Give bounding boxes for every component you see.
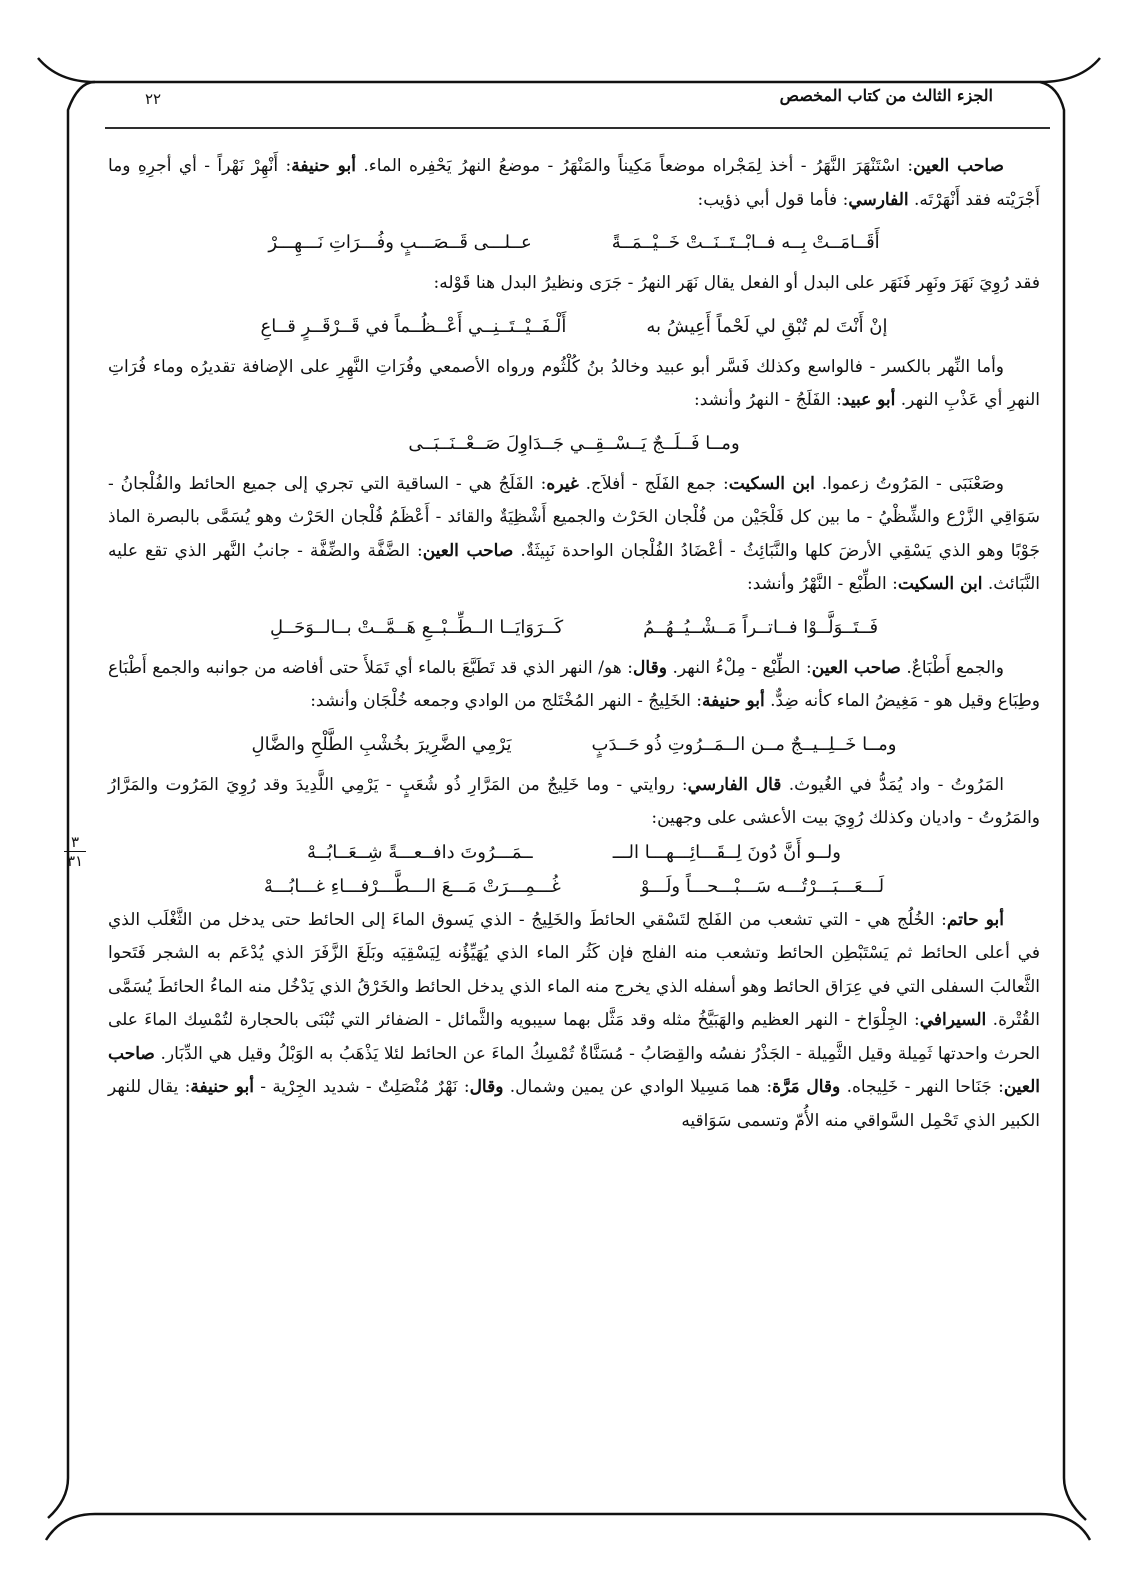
text-run: : جمع الفَلَج - أفلاَج. xyxy=(578,473,729,494)
verse-hemistich: أَلْـفَــيْــتَــنِــي أَعْــظُــماً في قَــرْقَــرٍ قــاعِ xyxy=(260,315,567,337)
page-header xyxy=(95,86,1035,122)
paragraph xyxy=(108,769,1040,836)
paragraph xyxy=(108,351,1040,418)
poetry-verse xyxy=(108,424,1040,464)
poetry-verse xyxy=(108,608,1040,648)
text-run: : الخُلُج هي - التي تشعب من الفَلج لتَسْقي الحائطَ والخَلِيجُ - الذي يَسوق الماءَ إلى الحائط حتى يدخل من الثَّغْلَب الذي في أعلى الحائط ثم يَسْتَبْطِن الحائط وتشعب منه الفلج فإن كَثُر الماء الذي يُهَيِّؤُنه لِيَسْقِيَه وبَلَغَ الزَّفَرَ الذي يُدْعَم به الشجر فَتَحوا الثَّعالبَ السفلى التي في عِرَاق الحائط وهو أسفله الذي يخرج منه الماء الذي يدخل الحائط والخَرْقُ الذي يَدْخُل منه الماءُ الحائطَ يُسَمَّى القُتْرة. xyxy=(108,909,1040,1030)
poetry-verse xyxy=(108,725,1040,765)
verse-hemistich: ومــا خَــلِــيــجٌ مــن الــمَــرُوتِ ذُو حَــدَبٍ xyxy=(591,733,897,755)
source-name: أبو حنيفة xyxy=(291,156,356,176)
source-name: قال الفارسي xyxy=(687,774,782,795)
verse-hemistich: لَـــعَـــبَـــرْتُـــه سَـــبْـــحـــاً ولَـــوْ xyxy=(640,875,885,897)
margin-note-top: ٣ xyxy=(70,833,80,851)
source-name: الفارسي xyxy=(848,189,909,210)
source-name: وقال مَرَّة xyxy=(772,1077,841,1097)
text-run: : الفَلَجُ - النهرُ وأنشد: xyxy=(693,390,842,410)
text-run: : الضَّفَّة والضِّفَّة - جانبُ النَّهر الذي تقع عليه النَّبَائث. xyxy=(108,540,1040,594)
source-name: صاحب العين xyxy=(811,657,901,678)
source-name: أبو حنيفة xyxy=(190,1077,254,1097)
paragraph xyxy=(108,150,1040,217)
verse-hemistich: فَــتَــوَلَّــوْا فــاتــراً مَــشْــيُــهُــمُ xyxy=(643,616,879,638)
page-number: ٢٢ xyxy=(145,90,162,108)
verse-hemistich: إنْ أَنْتَ لم تُبْقِ لي لَحْماً أَعِيشُ به xyxy=(646,315,888,337)
source-name: صاحب العين xyxy=(108,1043,1040,1097)
text-run: : يقال للنهر الكبير الذي تَحْمِل السَّواقي منه الأُمّ وتسمى سَوَاقيه xyxy=(108,1077,1040,1131)
source-name: صاحب العين xyxy=(913,156,1004,176)
text-run: المَرُوتُ - واد يُمَدُّ في الغُيوث. xyxy=(781,774,1004,795)
text-run: : الفَلَجُ هي - الساقية التي تجري إلى جميع الحائط والفُلْجانُ - سَوَاقِي الزَّرْع والشِّظْيُ - ما بين كل فَلْجَيْن من فُلْجان الحَرْث والجميع أَشْظِيَةٌ والقائد - أَعْظَمُ فُلْجان الحَرْث وهو يُسَمَّى بالبصرة الماذ جَوْبًا وهو الذي يَسْقِي الأرضَ كلها والنَّبَائِثُ - أعْضَادُ الفُلْجان الواحدة نَبِيثَةٌ. xyxy=(108,473,1040,561)
text-run: : نَهْرٌ مُنْصَلِتٌ - شديد الجِرْية - xyxy=(253,1077,470,1097)
source-name: غيره xyxy=(546,473,579,494)
paragraph xyxy=(108,652,1040,719)
text-run: : اسْتَنْهَرَ النَّهَرُ - أخذ لِمَجْراه موضعاً مَكِيناً والمَنْهَرُ - موضعُ النهرُ يَحْفِره الماء. xyxy=(355,156,914,176)
verse-hemistich: يَرْمِي الضَّرِيرَ بخُشْبِ الطَّلْحِ والضَّالِ xyxy=(251,733,512,755)
verse-hemistich: كَــرَوَايَــا الــطِّــبْــعِ هَــمَّــتْ بــالــوَحَــلِ xyxy=(269,616,564,638)
margin-folio-note xyxy=(60,834,90,869)
text-run: : هما مَسِيلا الوادي عن يمين وشمال. xyxy=(503,1077,773,1097)
running-title: الجزء الثالث من كتاب المخصص xyxy=(779,86,993,105)
poetry-verse xyxy=(108,223,1040,263)
source-name: وقال xyxy=(469,1077,504,1097)
verse-hemistich: ومــا فَــلَــجٌ يَــسْــقِــي جَــدَاوِلَ صَــعْــنَــبَــى xyxy=(408,432,740,454)
source-name: ابن السكيت xyxy=(897,574,983,594)
paragraph xyxy=(108,267,1040,301)
text-run: : هو/ النهر الذي قد تَطَبَّعَ بالماء أي تَمَلأَ حتى أفاضه من جوانبه والجمع أَطْبَاع وطِبَاع وقيل هو - مَغِيضُ الماء كأنه ضِدٌّ. xyxy=(108,657,1040,711)
page-body xyxy=(108,150,1040,1138)
verse-hemistich: أَقَــامَــتْ بِــه فــابْــتَــنَــتْ خَــيْــمَــةً xyxy=(611,232,880,253)
paragraph xyxy=(108,468,1040,602)
paragraph xyxy=(108,904,1040,1139)
source-name: وقال xyxy=(633,657,667,678)
source-name: أبو عبيد xyxy=(841,390,896,410)
text-run: والجمع أَطْبَاعٌ. xyxy=(900,657,1004,678)
poetry-verse xyxy=(108,870,1040,904)
verse-hemistich: عــلـــى قَــصَـــبٍ وفُـــرَاتِ نَـــهِـــرْ xyxy=(268,232,532,253)
verse-hemistich: ولــو أَنَّ دُونَ لِــقَـــائِـــهـــا الـــ xyxy=(612,841,841,863)
source-name: أبو حاتم xyxy=(946,909,1004,930)
text-run: وأما النِّهر بالكسر - فالواسع وكذلك فَسَّر أبو عبيد وخالدُ بنُ كُلْثُوم ورواه الأصمعي وفُرَاتِ النَّهِرِ على الإضافة تقديرُه وماء فُرَاتِ النهرِ أي عَذْبِ النهر. xyxy=(108,356,1040,410)
text-run: : روايتي - وما خَلِيجٌ من المَرَّارِ ذُو شُعَبٍ - يَرْمِي اللَّدِيدَ وقد رُوِيَ المَرُوت والمَرَّارُ والمَرُوتُ - واديان وكذلك رُوِيَ بيت الأعشى على وجهين: xyxy=(108,774,1040,828)
poetry-verse xyxy=(108,307,1040,347)
verse-hemistich: غُـــمِـــرَتْ مَـــعَ الـــطَّـــرْفـــاءِ غـــابُـــهْ xyxy=(263,875,561,897)
source-name: السيرافي xyxy=(919,1010,987,1030)
source-name: أبو حنيفة xyxy=(702,691,765,711)
text-run: : الخَلِيجُ - النهر المُخْتَلج من الوادي وجمعه خُلْجَان وأنشد: xyxy=(310,691,703,711)
text-run: وصَعْنَبَى - المَرُوتُ زعموا. xyxy=(814,473,1004,494)
margin-note-bottom: ٣١ xyxy=(66,852,84,870)
text-run: : الطِّبْع - مِلْءُ النهر. xyxy=(666,657,812,678)
text-run: فقد رُوِيَ نَهَرَ ونَهِر فَنَهَر على البدل أو الفعل يقال نَهَر النهرُ - جَرَى ونظيرُ البدل هنا قَوْله: xyxy=(433,273,1040,293)
text-run: : الجِلْوَاخ - النهر العظيم والهَبَيَّخُ مثله وقد مَثَّل بهما سيبويه والثَّمائل - الضفائر التي تُبْنَى بالحجارة لتُمْسِك الماءَ على الحرث واحدتها ثَمِيلة وقيل الثَّمِيلة - الجَذْرُ نفسُه والقِصَابُ - مُسَنَّاةٌ تُمْسِكُ الماءَ عن الحائط لئلا يَذْهَبُ به الوَبْلُ وقيل هي الدِّبَار. xyxy=(108,1010,1040,1064)
source-name: ابن السكيت xyxy=(728,473,815,494)
text-run: : أَنْهِرْ نَهْراً - أي أجرِهِ وما أَجْرَيْته فقد أَنْهَرْتَه. xyxy=(108,156,1040,210)
source-name: صاحب العين xyxy=(422,540,514,561)
poetry-verse xyxy=(108,836,1040,870)
text-run: : فأما قول أبي ذؤيب: xyxy=(697,189,849,210)
verse-hemistich: ــمَـــرُوتَ دافــعـــةً شِــعَــابُــهْ xyxy=(307,841,533,863)
text-run: : جَنَاحا النهر - خَلِيجاه. xyxy=(840,1077,1004,1097)
text-run: : الطِّبْع - النَّهْرُ وأنشد: xyxy=(746,574,898,594)
